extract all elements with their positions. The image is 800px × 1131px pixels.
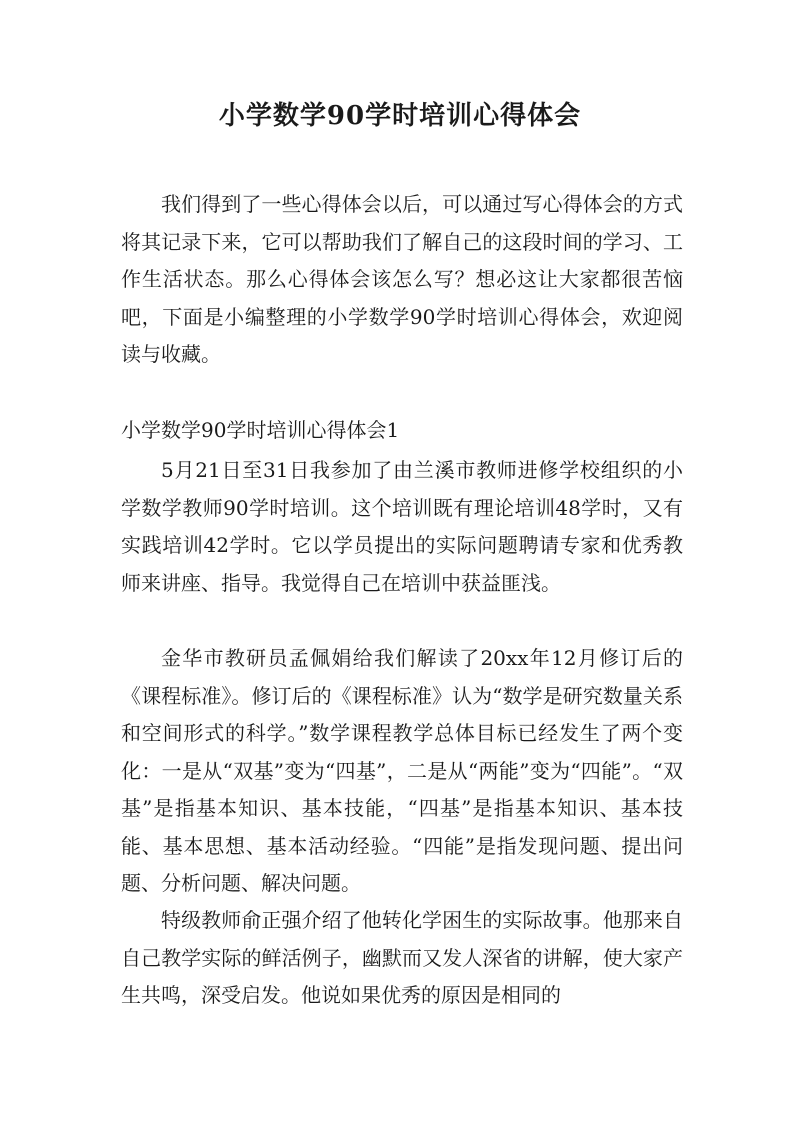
body-paragraph-2: 金华市教研员孟佩娟给我们解读了20xx年12月修订后的《课程标准》。修订后的《课程标准》认为“数学是研究数量关系和空间形式的科学。”数学课程教学总体目标已经发生了两个变化：一是从“双基”变为“四基”，二是从“两能”变为“四能”。“双基”是指基本知识、基本技能，“四基”是指基本知识、基本技能、基本思想、基本活动经验。“四能”是指发现问题、提出问题、分析问题、解决问题。 [121, 646, 683, 895]
body-paragraph-3: 特级教师俞正强介绍了他转化学困生的实际故事。他那来自自己教学实际的鲜活例子，幽默而又发人深省的讲解，使大家产生共鸣，深受启发。他说如果优秀的原因是相同的 [121, 908, 683, 1007]
document-title: 小学数学90学时培训心得体会 [218, 101, 582, 131]
intro-paragraph: 我们得到了一些心得体会以后，可以通过写心得体会的方式将其记录下来，它可以帮助我们了解自己的这段时间的学习、工作生活状态。那么心得体会该怎么写？想必这让大家都很苦恼吧，下面是小编整理的小学数学90学时培训心得体会，欢迎阅读与收藏。 [121, 192, 683, 366]
section-heading: 小学数学90学时培训心得体会1 [121, 418, 400, 442]
body-paragraph-1: 5月21日至31日我参加了由兰溪市教师进修学校组织的小学数学教师90学时培训。这个培训既有理论培训48学时，又有实践培训42学时。它以学员提出的实际问题聘请专家和优秀教师来讲座、指导。我觉得自己在培训中获益匪浅。 [121, 458, 683, 595]
